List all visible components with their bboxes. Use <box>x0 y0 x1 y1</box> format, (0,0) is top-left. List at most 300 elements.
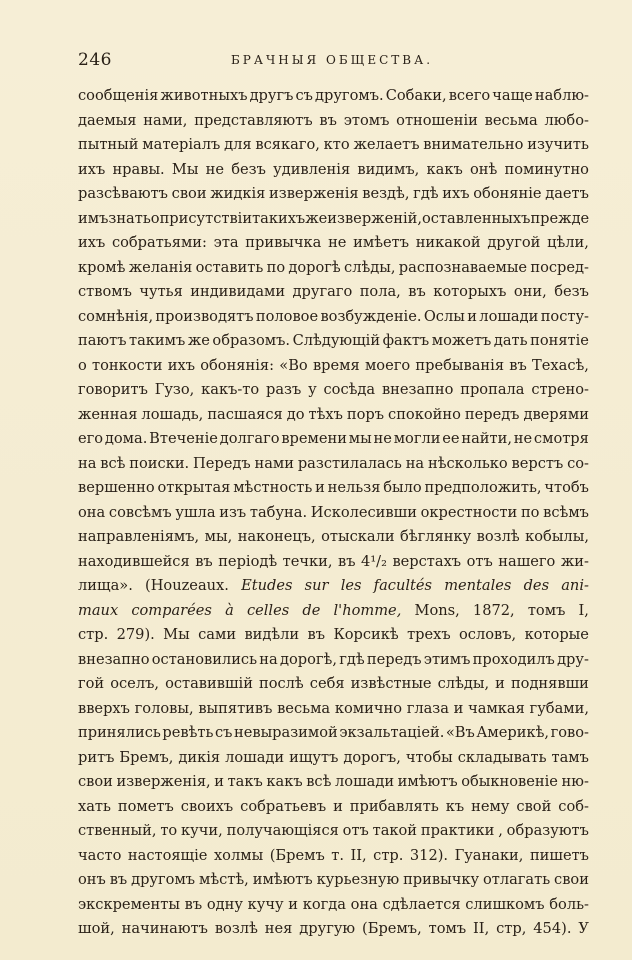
text-line <box>78 746 589 771</box>
text-line <box>78 844 589 869</box>
text-line <box>78 672 589 697</box>
word: de <box>302 601 321 619</box>
running-title: БРАЧНЫЯ ОБЩЕСТВА. <box>230 53 434 67</box>
word: индивидами <box>190 283 286 300</box>
word: другомъ. <box>315 87 384 104</box>
word: экскременты <box>78 895 180 913</box>
word: пребыванія <box>415 356 505 374</box>
word: нѣсколько <box>427 454 508 472</box>
word: мѣстѣ, <box>198 871 249 888</box>
word: боль- <box>549 895 589 913</box>
word: внимательно <box>423 136 524 153</box>
word: и <box>467 307 477 325</box>
word: привычку <box>403 871 480 888</box>
word: нашего <box>498 552 556 570</box>
word: тамъ <box>551 748 589 766</box>
word: вездѣ, <box>362 185 410 202</box>
text-line <box>78 550 589 575</box>
word: видѣли <box>244 626 300 643</box>
word: этомъ <box>343 111 390 129</box>
word: имѣетъ <box>353 234 410 251</box>
word: и <box>315 479 325 496</box>
word: понятіе <box>530 332 589 349</box>
word: до <box>286 405 305 423</box>
word: нами <box>254 454 294 472</box>
word: находившейся <box>78 552 190 570</box>
text-line <box>78 501 589 526</box>
word: наблю- <box>534 87 589 104</box>
word: свои <box>78 773 113 790</box>
word: посред- <box>530 258 589 276</box>
word: тѣхъ <box>308 405 343 423</box>
word: «Во <box>279 356 308 374</box>
word: другъ <box>249 87 294 104</box>
word: совсѣмъ <box>108 503 172 521</box>
word: въ <box>408 283 426 300</box>
word: всѣ <box>100 454 126 472</box>
word: передъ <box>366 650 422 668</box>
word: можетъ <box>431 332 492 349</box>
word: головы, <box>134 699 194 717</box>
word: возлѣ <box>476 528 520 545</box>
word: свой <box>516 797 552 815</box>
word: отыскали <box>321 528 395 545</box>
word: въ <box>319 111 337 129</box>
word: не <box>513 430 533 447</box>
word: съ <box>214 724 233 741</box>
word: 312). <box>409 846 449 864</box>
body-text <box>78 84 589 942</box>
word: кучу <box>247 895 284 913</box>
word: вершенно <box>78 479 155 496</box>
word: всякаго, <box>255 136 320 153</box>
word: Mons, <box>414 601 460 619</box>
word: всѣмъ <box>543 503 589 521</box>
page-header <box>78 50 586 72</box>
word: пола, <box>359 283 401 300</box>
word: изъ <box>219 503 247 521</box>
word: comparées <box>131 601 212 619</box>
text-line <box>78 868 589 893</box>
word: мы <box>348 430 372 447</box>
word: «Въ <box>445 724 475 741</box>
word: ню- <box>561 773 589 790</box>
word: проходилъ <box>472 650 555 668</box>
word: Втеченіе <box>149 430 218 447</box>
word: на <box>78 454 97 472</box>
word: разъ <box>265 381 302 398</box>
word: весьма <box>277 699 331 717</box>
word: когда <box>302 895 346 913</box>
word: течки, <box>282 552 333 570</box>
word: настоящіе <box>127 846 208 864</box>
word: кто <box>323 136 350 153</box>
word: какъ <box>426 160 463 178</box>
word: тонкости <box>92 356 163 374</box>
word: по <box>266 258 286 276</box>
word: такъ <box>227 773 263 790</box>
text-line <box>78 256 589 281</box>
word: и <box>214 773 225 790</box>
word: какъ <box>266 773 303 790</box>
word: лошади <box>479 307 539 325</box>
word: кобылы, <box>525 528 589 545</box>
word: о <box>78 356 87 374</box>
word: ушла <box>175 503 216 521</box>
word: стр, <box>496 920 527 937</box>
word: отъ <box>466 552 493 570</box>
word: въ <box>307 626 326 643</box>
word: возлѣ <box>214 920 258 937</box>
word: , <box>498 822 503 839</box>
word: чамкая <box>468 699 525 717</box>
word: о <box>150 209 160 227</box>
word: (Бремъ <box>269 846 325 864</box>
word: сосѣда <box>323 381 376 398</box>
word: знать <box>108 209 151 227</box>
word: пытный <box>78 136 139 153</box>
word: гово- <box>550 724 589 741</box>
word: не <box>205 160 225 178</box>
word: она <box>78 503 106 521</box>
word: дру- <box>557 650 589 668</box>
text-line <box>78 109 589 134</box>
word: celles <box>246 601 290 619</box>
word: ихъ <box>167 356 195 374</box>
word: разсѣваютъ <box>78 185 168 202</box>
word: жидкія <box>210 185 266 202</box>
word: матеріалъ <box>142 136 221 153</box>
word: эта <box>213 234 239 251</box>
word: жи- <box>560 552 589 570</box>
word: (Бремъ, <box>362 920 422 937</box>
word: слѣды, <box>344 258 396 276</box>
word: часто <box>78 846 122 864</box>
text-line <box>78 378 589 403</box>
word: желаетъ <box>353 136 420 153</box>
word: періодѣ <box>218 552 278 570</box>
word: моего <box>364 356 411 374</box>
word: свои <box>554 871 589 888</box>
word: Передъ <box>193 454 251 472</box>
word: имъ <box>78 209 109 227</box>
word: ищутъ <box>289 748 339 766</box>
word: имѣютъ <box>397 773 458 790</box>
word: которые <box>524 626 589 643</box>
word: Мы <box>163 626 190 643</box>
word: весьма <box>484 111 538 129</box>
word: шой, <box>78 920 115 937</box>
word: нами, <box>143 111 188 129</box>
word: дверями <box>523 405 589 423</box>
word: сами <box>198 626 237 643</box>
word: комично <box>334 699 402 717</box>
word: со- <box>567 454 589 472</box>
word: нея <box>264 920 293 937</box>
word: спокойно <box>388 405 461 423</box>
word: для <box>224 136 252 153</box>
word: возбужденіе. <box>320 307 422 325</box>
word: II, <box>350 846 367 864</box>
word: mentales <box>444 577 512 594</box>
word: чутья <box>139 283 183 300</box>
word: послѣ <box>258 675 304 692</box>
word: не <box>328 234 347 251</box>
word: онъ <box>78 871 106 888</box>
word: она <box>350 895 378 913</box>
word: отлагать <box>482 871 551 888</box>
word: ихъ <box>78 234 106 251</box>
word: чаще <box>492 87 533 104</box>
word: хать <box>78 797 111 815</box>
word: сдѣлается <box>382 895 461 913</box>
word: могли <box>393 430 441 447</box>
word: поръ <box>346 405 385 423</box>
word: верстъ <box>511 454 564 472</box>
word: на <box>259 650 278 668</box>
text-line <box>78 427 589 452</box>
word: всего <box>448 87 491 104</box>
word: слишкомъ <box>465 895 545 913</box>
word: цѣли, <box>547 234 589 251</box>
text-line <box>78 133 589 158</box>
word: 454). <box>533 920 572 937</box>
word: курьезную <box>316 871 400 888</box>
text-line <box>78 648 589 673</box>
word: внезапно <box>78 650 150 668</box>
word: У <box>578 920 589 937</box>
word: I, <box>578 601 589 619</box>
word: стр. <box>373 846 404 864</box>
word: (Houzeaux. <box>145 577 229 594</box>
word: обыкновеніе <box>461 773 558 790</box>
word: въ <box>195 552 213 570</box>
word: кромѣ <box>78 258 126 276</box>
text-line <box>78 207 589 232</box>
word: томъ <box>428 920 467 937</box>
word: прибавлять <box>349 797 439 815</box>
word: удивленія <box>273 160 351 178</box>
word: имѣютъ <box>252 871 313 888</box>
word: отношеніи <box>396 111 478 129</box>
word: гой <box>78 675 105 692</box>
word: времени <box>281 430 347 447</box>
word: время <box>312 356 360 374</box>
word: facultés <box>373 577 433 594</box>
text-line <box>78 280 589 305</box>
word: остановились <box>151 650 258 668</box>
word: пометъ <box>117 797 174 815</box>
word: нельзя <box>327 479 381 496</box>
word: даетъ <box>545 185 589 202</box>
word: невыразимой <box>233 724 338 741</box>
word: нему <box>471 797 510 815</box>
word: ani- <box>561 577 589 594</box>
word: des <box>523 577 550 594</box>
word: прежде <box>530 209 590 227</box>
word: чтобъ <box>544 479 589 496</box>
word: видимъ, <box>357 160 420 178</box>
word: ихъ <box>78 160 106 178</box>
word: трехъ <box>407 626 451 643</box>
word: было <box>383 479 422 496</box>
word: образуютъ <box>506 822 589 839</box>
word: представляютъ <box>194 111 313 129</box>
text-line <box>78 599 589 624</box>
word: принялись <box>78 724 161 741</box>
word: извѣстные <box>350 675 432 692</box>
word: Мы <box>171 160 199 178</box>
text-line <box>78 476 589 501</box>
word: sur <box>304 577 329 594</box>
word: даемыя <box>78 111 137 129</box>
word: ее <box>442 430 460 447</box>
word: дорогъ, <box>343 748 401 766</box>
word: II, <box>473 920 490 937</box>
word: онѣ <box>469 160 498 178</box>
word: Собаки, <box>385 87 447 104</box>
word: обоняніе <box>473 185 542 202</box>
word: и <box>495 675 505 692</box>
word: такимъ <box>129 332 186 349</box>
text-line <box>78 819 589 844</box>
word: практики <box>420 822 495 839</box>
word: направленіямъ, <box>78 528 200 545</box>
word: долгаго <box>219 430 280 447</box>
word: поднявши <box>510 675 589 692</box>
page-number: 246 <box>78 50 112 70</box>
text-line <box>78 231 589 256</box>
word: ственный, <box>78 822 157 839</box>
text-line <box>78 525 589 550</box>
word: говоритъ <box>78 381 148 398</box>
word: стр. <box>78 626 109 643</box>
word: дикія <box>178 748 221 766</box>
word: ихъ <box>442 185 470 202</box>
word: другой <box>487 234 541 251</box>
word: томъ <box>527 601 566 619</box>
word: себя <box>309 675 345 692</box>
word: отъ <box>342 822 369 839</box>
word: Гузо, <box>154 381 195 398</box>
word: наконецъ, <box>237 528 316 545</box>
word: посту- <box>540 307 589 325</box>
word: гдѣ <box>413 185 439 202</box>
word: дорогѣ, <box>279 650 337 668</box>
word: безъ <box>231 160 266 178</box>
word: присутствіи <box>159 209 253 227</box>
text-line <box>78 84 589 109</box>
word: они, <box>513 283 547 300</box>
word: верстахъ <box>392 552 462 570</box>
word: то <box>160 822 178 839</box>
text-line <box>78 917 589 942</box>
word: бѣглянку <box>400 528 472 545</box>
word: оставленныхъ <box>421 209 531 227</box>
word: всѣ <box>306 773 332 790</box>
word: половое <box>255 307 319 325</box>
word: собратьевъ <box>240 797 327 815</box>
word: у <box>308 381 317 398</box>
word: сообщенія <box>78 87 159 104</box>
word: изверженій, <box>327 209 422 227</box>
word: не <box>373 430 392 447</box>
word: получающіяся <box>226 822 339 839</box>
word: стрено- <box>531 381 589 398</box>
word: поминутно <box>504 160 589 178</box>
word: распознаваемые <box>398 258 528 276</box>
word: смотря <box>533 430 589 447</box>
word: Америкѣ, <box>476 724 550 741</box>
word: пропала <box>460 381 525 398</box>
word: другаго <box>292 283 353 300</box>
word: же <box>305 209 328 227</box>
word: обонянія: <box>200 356 275 374</box>
word: животныхъ <box>160 87 248 104</box>
word: съ <box>295 87 313 104</box>
word: дома. <box>104 430 148 447</box>
word: въ <box>338 552 356 570</box>
text-line <box>78 158 589 183</box>
word: дать <box>493 332 528 349</box>
word: ствомъ <box>78 283 132 300</box>
word: пишетъ <box>529 846 589 864</box>
word: экзальтаціей. <box>339 724 445 741</box>
word: женная <box>78 405 138 423</box>
word: Корсикѣ <box>333 626 399 643</box>
word: по <box>520 503 540 521</box>
word: собратьями: <box>111 234 207 251</box>
word: лошади <box>225 748 285 766</box>
word: чтобы <box>405 748 453 766</box>
word: привычка <box>245 234 322 251</box>
word: соб- <box>558 797 589 815</box>
word: безъ <box>554 283 589 300</box>
word: внезапно <box>381 381 454 398</box>
text-line <box>78 182 589 207</box>
word: изверженія, <box>116 773 211 790</box>
word: же <box>187 332 210 349</box>
word: лошадь, <box>141 405 204 423</box>
word: оселъ, <box>110 675 160 692</box>
word: Техасѣ, <box>532 356 589 374</box>
word: на <box>405 454 425 472</box>
word: мы, <box>204 528 233 545</box>
word: и <box>333 797 343 815</box>
word: начинаютъ <box>121 920 208 937</box>
word: найти, <box>461 430 512 447</box>
text-line <box>78 697 589 722</box>
word: Гуанаки, <box>454 846 524 864</box>
text-line <box>78 770 589 795</box>
word: разстилалась <box>297 454 402 472</box>
text-line <box>78 795 589 820</box>
word: ословъ, <box>459 626 517 643</box>
word: этимъ <box>423 650 471 668</box>
word: въ <box>184 895 203 913</box>
word: 4¹/₂ <box>361 552 387 570</box>
word: изверженія <box>269 185 359 202</box>
word: мѣстность <box>233 479 313 496</box>
word: никакой <box>415 234 481 251</box>
word: которыхъ <box>433 283 507 300</box>
word: les <box>340 577 362 594</box>
word: пасшаяся <box>207 405 283 423</box>
word: любо- <box>544 111 589 129</box>
word: изучить <box>527 136 589 153</box>
text-line <box>78 403 589 428</box>
word: къ <box>445 797 465 815</box>
